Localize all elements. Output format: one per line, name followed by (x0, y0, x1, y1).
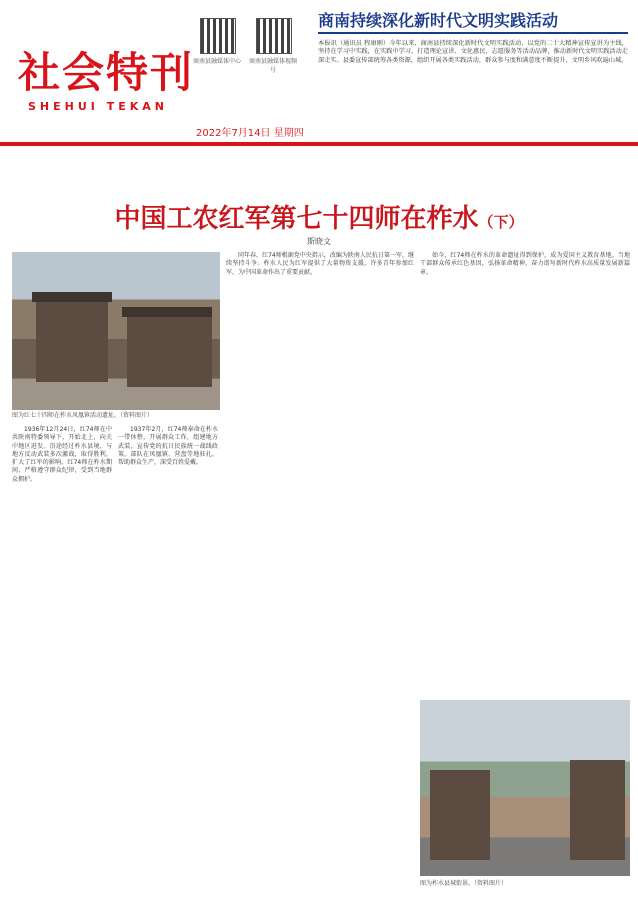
photo-caption: 图为柞水县城街景。（资料图片） (420, 880, 508, 887)
article-column (420, 252, 630, 692)
article-paragraph: 1936年12月24日，红74师在中共陕南特委领导下，开始北上，向关中地区进发。沿途经过柞水县境，与地方反动武装多次激战，取得胜利，扩大了红军的影响。红74师在柞水期间，严格遵守群众纪律，受到当地群众拥护。 (12, 426, 112, 483)
issue-date: 2022年7月14日 星期四 (196, 128, 304, 139)
article-photo (420, 700, 630, 876)
article-paragraph: 同年春，红74师根据党中央指示，改编为陕南人民抗日第一军，继续坚持斗争。柞水人民为红军提供了大量物资支援，许多青年参加红军，为中国革命作出了重要贡献。 (226, 252, 414, 276)
banner-headline: 商南持续深化新时代文明实践活动 (318, 11, 559, 30)
article-column (226, 252, 414, 892)
article-byline: 斯晓文 (307, 237, 331, 246)
qr-code-icon (200, 18, 236, 54)
photo-caption: 图为红七十四师在柞水凤凰镇活动遗址。（资料图片） (12, 412, 154, 419)
qr-label: 商南县融媒体视频号 (248, 58, 297, 74)
qr-code-icon (256, 18, 292, 54)
masthead (0, 0, 638, 150)
qr-label: 商南县融媒体中心 (192, 58, 241, 65)
article-column (118, 426, 218, 896)
article-photo (12, 252, 220, 410)
article-column (12, 426, 112, 896)
article-paragraph: 1937年2月，红74师奉命在柞水一带休整，开展群众工作，组建地方武装，宣传党的抗日民族统一战线政策。部队在凤凰镇、营盘等地驻扎，帮助群众生产，深受百姓爱戴。 (118, 426, 218, 467)
article-title (0, 198, 638, 235)
article-paragraph: 如今，红74师在柞水的革命遗址得到保护，成为爱国主义教育基地。当地干部群众传承红色基因，弘扬革命精神，奋力谱写新时代柞水高质量发展新篇章。 (420, 252, 630, 276)
article-subtitle: （下） (478, 213, 524, 231)
article-title-text: 中国工农红军第七十四师在柞水 (114, 204, 479, 234)
banner-intro: 本报讯（通讯员 程康刚）今年以来，商南县持续深化新时代文明实践活动，以党的二十大精神宣传宣讲为主线，坚持在学习中实践，在实践中学习，打造理论宣讲、文化惠民、志愿服务等活动品牌，推动新时代文明实践活动走深走实。县委宣传部统筹各类资源，组织开展各类实践活动，群众参与度和满意度不断提升，文明乡风吹遍山城。 (318, 40, 628, 64)
page-title: 社会特刊 (18, 48, 195, 97)
divider (318, 32, 628, 34)
page-title-pinyin: SHEHUI TEKAN (28, 100, 168, 113)
divider (0, 142, 638, 146)
